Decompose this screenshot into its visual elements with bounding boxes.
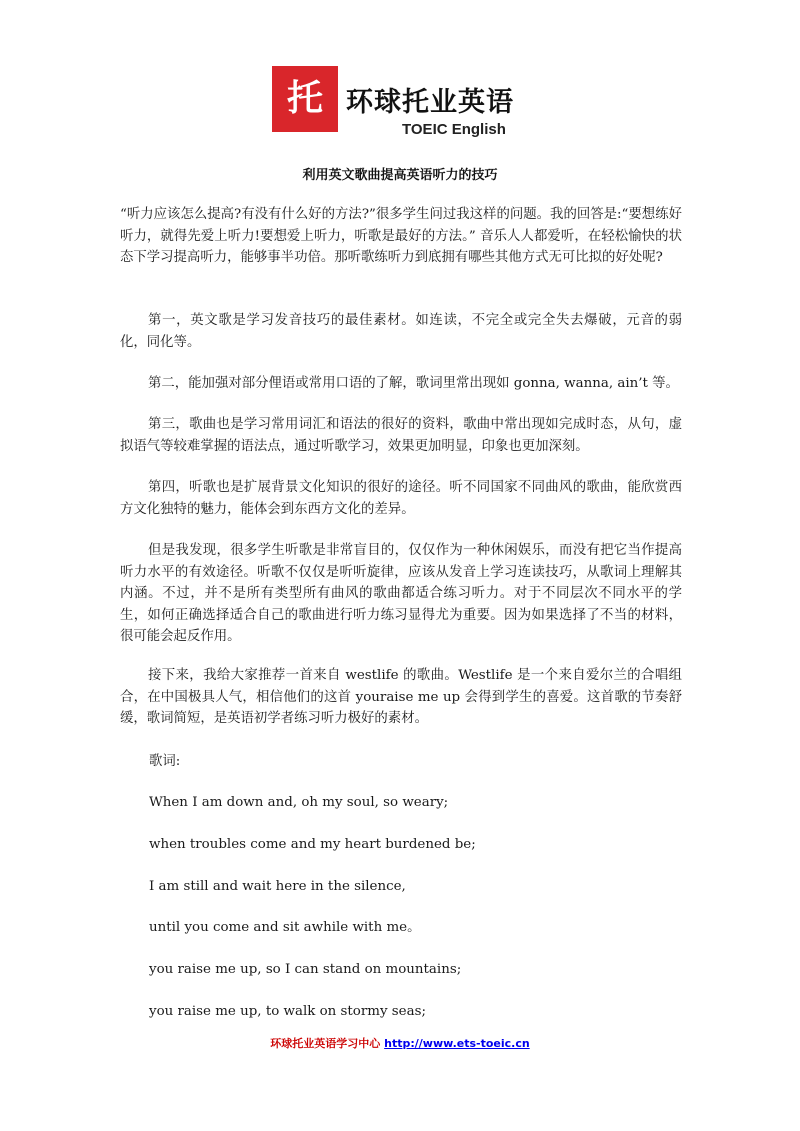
paragraph-recommendation: 接下来，我给大家推荐一首来自 westlife 的歌曲。Westlife 是一个来自爱尔兰的合唱组合，在中国极具人气，相信他们的这首 youraise me up 会得到学生的喜爱。这首歌的节奏舒缓，歌词简短，是英语初学者练习听力极好的素材。 xyxy=(120,668,682,726)
paragraph-intro: “听力应该怎么提高?有没有什么好的方法?”很多学生问过我这样的问题。我的回答是:“要想练好听力，就得先爱上听力!要想爱上听力，听歌是最好的方法。” 音乐人人都爱听，在轻松愉快的状态下学习提高听力，能够事半功倍。那听歌练听力到底拥有哪些其他方式无可比拟的好处呢? xyxy=(120,207,682,265)
paragraph-observation: 但是我发现，很多学生听歌是非常盲目的，仅仅作为一种休闲娱乐，而没有把它当作提高听力水平的有效途径。听歌不仅仅是听听旋律，应该从发音上学习连读技巧，从歌词上理解其内涵。不过，并不是所有类型所有曲风的歌曲都适合练习听力。对于不同层次不同水平的学生，如何正确选择适合自己的歌曲进行听力练习显得尤为重要。因为如果选择了不当的材料，很可能会起反作用。 xyxy=(120,543,682,644)
footer-text: 环球托业英语学习中心 xyxy=(270,1037,385,1050)
lyric-line: you raise me up, so I can stand on mountains; xyxy=(149,962,462,977)
footer xyxy=(0,1035,800,1051)
paragraph-third: 第三，歌曲也是学习常用词汇和语法的很好的资料，歌曲中常出现如完成时态，从句，虚拟语气等较难掌握的语法点，通过听歌学习，效果更加明显，印象也更加深刻。 xyxy=(120,417,682,454)
lyrics-label: 歌词: xyxy=(149,754,181,769)
paragraph-first: 第一，英文歌是学习发音技巧的最佳素材。如连读，不完全或完全失去爆破，元音的弱化，同化等。 xyxy=(120,313,682,350)
lyric-line: When I am down and, oh my soul, so weary; xyxy=(149,795,449,810)
footer-link[interactable]: http://www.ets-toeic.cn xyxy=(384,1037,530,1050)
page-title: 利用英文歌曲提高英语听力的技巧 xyxy=(302,168,498,183)
logo-mark: 托业 xyxy=(272,66,338,132)
logo-english-name: TOEIC English xyxy=(402,121,506,138)
lyric-line: when troubles come and my heart burdened be; xyxy=(149,837,476,852)
paragraph-fourth: 第四，听歌也是扩展背景文化知识的很好的途径。听不同国家不同曲风的歌曲，能欣赏西方文化独特的魅力，能体会到东西方文化的差异。 xyxy=(120,480,682,517)
lyric-line: until you come and sit awhile with me。 xyxy=(149,920,421,935)
lyric-line: I am still and wait here in the silence, xyxy=(149,879,406,894)
logo-chinese-name: 环球托业英语 xyxy=(346,87,514,118)
lyric-line: you raise me up, to walk on stormy seas; xyxy=(149,1004,426,1019)
paragraph-second: 第二，能加强对部分俚语或常用口语的了解，歌词里常出现如 gonna, wanna, ain’t 等。 xyxy=(148,376,679,391)
